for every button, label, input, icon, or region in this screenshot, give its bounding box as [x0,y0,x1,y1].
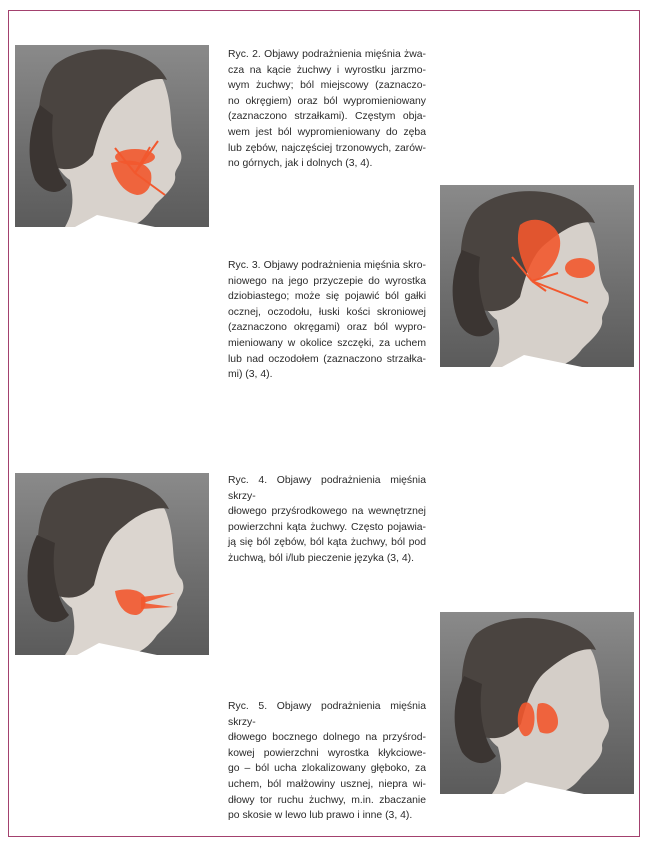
pain-markers [440,185,634,367]
caption-line: no górnych, jak i dolnych (3, 4). [228,158,373,170]
figure-2-caption [228,47,426,172]
caption-line: go – ból ucha zlokalizowany głęboko, za [228,763,426,775]
pain-markers [15,45,209,227]
pain-markers [15,473,209,655]
pain-markers [440,612,634,794]
caption-line: Ryc. 2. Objawy podrażnienia mięśnia żwa- [228,49,426,60]
figure-3-caption [228,258,426,383]
caption-line: (zaznaczono okręgami) oraz ból wypro- [228,322,426,334]
caption-line: uchem, ból małżowiny usznej, niepra wi- [228,778,426,790]
figure-3-photo [440,185,634,367]
figure-2-photo [15,45,209,227]
caption-line: Ryc. 5. Objawy podrażnienia mięśnia skrzy- [228,701,426,728]
caption-line: żuchwą, ból i/lub pieczenie języka (3, 4). [228,552,414,564]
caption-line: Ryc. 3. Objawy podrażnienia mięśnia skro- [228,260,426,271]
caption-line: mieniowany w okolice szczęki, za uchem [228,337,426,349]
caption-line: wem jest ból wypromieniowany do zęba [228,126,426,138]
caption-line: powierzchni kąta żuchwy. Często pojawia- [228,521,426,533]
caption-line: niowego na jego przyczepie do wyrostka [228,275,426,287]
caption-line: kowej powierzchni wyrostka kłykciowe- [228,747,426,759]
caption-line: mi) (3, 4). [228,369,273,381]
caption-line: po skosie w lewo lub prawo i inne (3, 4). [228,810,413,822]
caption-line: dłowy tor ruchu żuchwy, m.in. zbaczanie [228,794,426,806]
caption-line: Ryc. 4. Objawy podrażnienia mięśnia skrzy- [228,475,426,502]
caption-line: dziobiastego; może się pojawić ból gałki [228,291,426,303]
figure-4-caption [228,473,426,567]
caption-line: (zaznaczono strzałkami). Częstym obja- [228,111,426,123]
caption-line: wym żuchwy; ból miejscowy (zaznaczo- [228,80,426,92]
figure-5-caption [228,699,426,824]
figure-5-photo [440,612,634,794]
figure-4-photo [15,473,209,655]
caption-line: lub zębów, najczęściej trzonowych, zarów- [228,142,426,154]
caption-line: ją się ból zębów, ból kąta żuchwy, ból pod [228,537,426,549]
caption-line: dłowego przyśrodkowego na wewnętrznej [228,506,426,518]
caption-line: lub nad oczodołem (zaznaczono strzałka- [228,353,426,365]
caption-line: cza na kącie żuchwy i wyrostku jarzmo- [228,64,426,76]
caption-line: dłowego bocznego dolnego na przyśrod- [228,732,426,744]
caption-line: no okręgiem) oraz ból wypromieniowany [228,95,426,107]
caption-line: ocznej, oczodołu, łuski kości skroniowej [228,306,426,318]
